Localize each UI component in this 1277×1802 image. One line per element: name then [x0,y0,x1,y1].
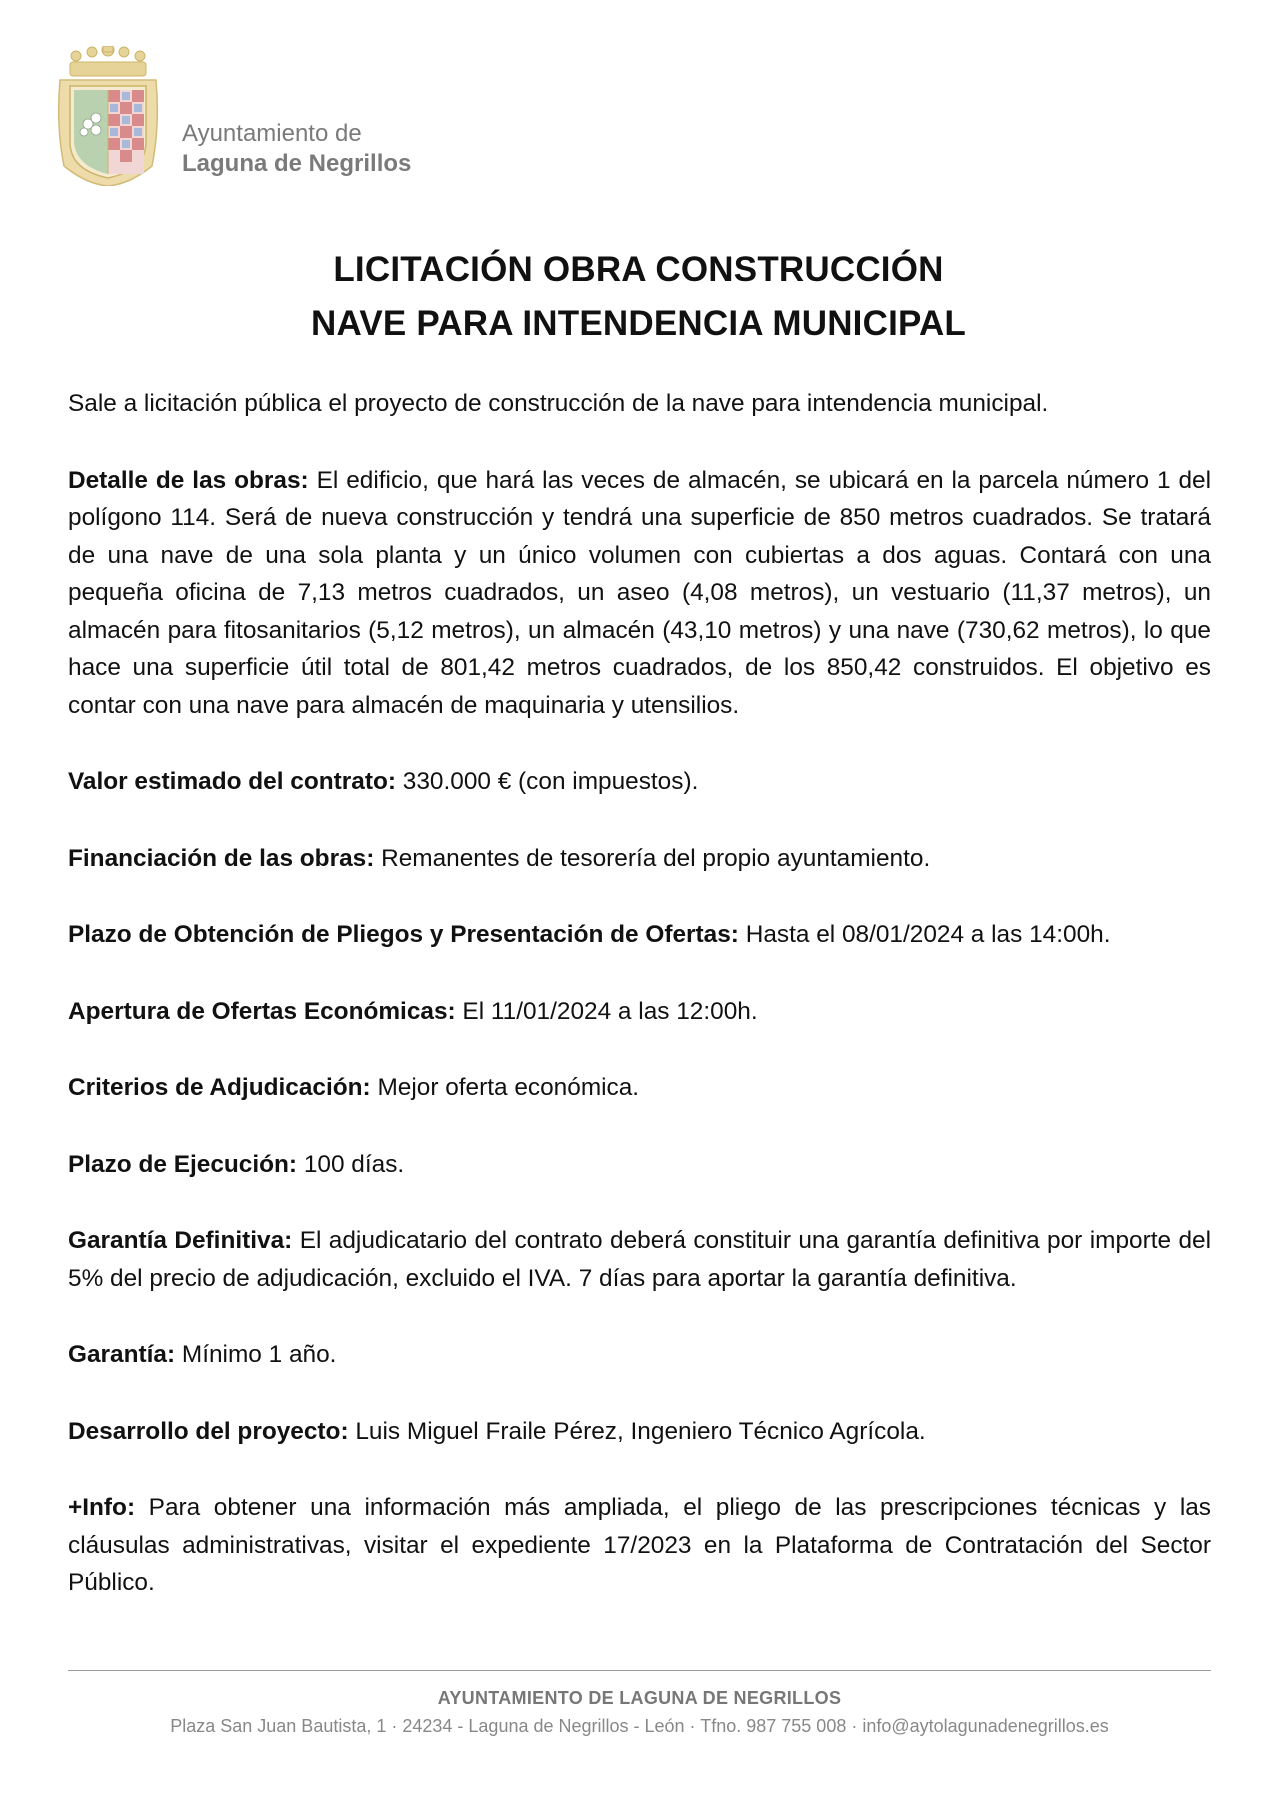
section-plazo-pliegos [68,916,1211,954]
section-label: Desarrollo del proyecto: [68,1417,349,1445]
section-label: +Info: [68,1494,136,1521]
section-criterios [68,1069,1211,1107]
title-line1: LICITACIÓN OBRA CONSTRUCCIÓN [333,250,944,289]
document-title [0,243,1277,351]
section-label: Financiación de las obras: [68,844,375,872]
intro-paragraph: Sale a licitación pública el proyecto de construcción de la nave para intendencia municipal. [68,390,1049,417]
section-text: El 11/01/2024 a las 12:00h. [455,997,758,1025]
page-footer [68,1670,1211,1741]
section-financiacion [68,840,1211,878]
section-text: Mejor oferta económica. [370,1074,640,1101]
section-text: Remanentes de tesorería del propio ayuntamiento. [374,844,931,872]
footer-address: Plaza San Juan Bautista, 1 · 24234 - Laguna de Negrillos - León · Tfno. 987 755 008 · info@aytolagunadenegrillos.es [170,1716,1109,1736]
title-line2: NAVE PARA INTENDENCIA MUNICIPAL [311,304,966,343]
section-label: Valor estimado del contrato: [68,768,396,795]
section-text: Para obtener una información más ampliada, el pliego de las prescripciones técnicas y las cláusulas administrativas, visitar el expediente 17/2023 en la Plataforma de Contratación del Sector Público. [68,1494,1211,1596]
section-garantia-definitiva [68,1222,1211,1297]
section-mas-info [68,1489,1211,1602]
section-label: Garantía Definitiva: [68,1227,293,1254]
footer-divider [68,1670,1211,1671]
section-valor-estimado [68,763,1211,801]
section-detalle-obras [68,462,1211,725]
coat-of-arms-icon [56,46,160,186]
section-label: Criterios de Adjudicación: [68,1074,371,1101]
section-garantia [68,1336,1211,1374]
section-plazo-ejecucion [68,1146,1211,1184]
section-label: Plazo de Obtención de Pliegos y Presentación de Ofertas: [68,921,739,948]
letterhead [56,46,656,196]
section-text: 330.000 € (con impuestos). [396,768,699,795]
org-name-line2: Laguna de Negrillos [182,149,412,177]
section-label: Detalle de las obras: [68,466,309,494]
org-name-line1: Ayuntamiento de [182,120,362,147]
section-apertura-ofertas [68,993,1211,1031]
organization-name [182,120,411,177]
section-text: Luis Miguel Fraile Pérez, Ingeniero Técnico Agrícola. [348,1417,926,1445]
section-text: Mínimo 1 año. [175,1341,337,1368]
section-text: El adjudicatario del contrato deberá constituir una garantía definitiva por importe del 5% del precio de adjudicación, excluido el IVA. 7 días para aportar la garantía definitiva. [68,1227,1212,1292]
section-text: 100 días. [297,1150,405,1178]
document-body [68,385,1211,1641]
section-text: El edificio, que hará las veces de almacén, se ubicará en la parcela número 1 del polígono 114. Será de nueva construcción y tendrá una superficie de 850 metros cuadrados. Se tratará de una nave de una sola planta y un único volumen con cubiertas a dos aguas. Contará con una pequeña oficina de 7,13 metros cuadrados, un aseo (4,08 metros), un vestuario (11,37 metros), un almacén para fitosanitarios (5,12 metros), un almacén (43,10 metros) y una nave (730,62 metros), lo que hace una superficie útil total de 801,42 metros cuadrados, de los 850,42 construidos. El objetivo es contar con una nave para almacén de maquinaria y utensilios. [68,466,1211,719]
section-label: Apertura de Ofertas Económicas: [68,997,456,1025]
section-desarrollo [68,1413,1211,1451]
section-text: Hasta el 08/01/2024 a las 14:00h. [738,921,1111,948]
section-label: Plazo de Ejecución: [68,1150,298,1178]
footer-org-name: AYUNTAMIENTO DE LAGUNA DE NEGRILLOS [437,1688,842,1708]
section-label: Garantía: [68,1341,176,1368]
